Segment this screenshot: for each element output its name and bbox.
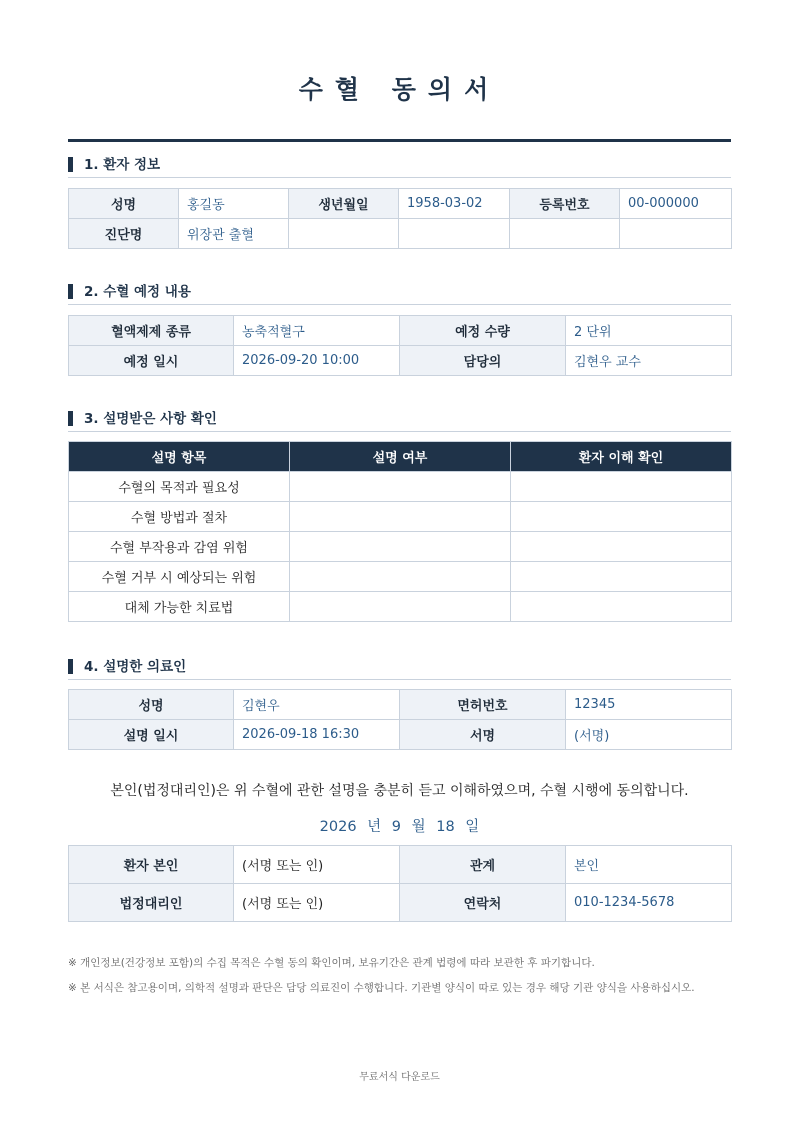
quantity-field[interactable]: 2 단위 xyxy=(566,316,732,346)
empty-cell xyxy=(399,219,510,249)
understood-checkbox-cell[interactable] xyxy=(511,502,732,532)
dob-field[interactable]: 1958-03-02 xyxy=(399,189,510,219)
empty-cell xyxy=(510,219,620,249)
consent-statement: 본인(법정대리인)은 위 수혈에 관한 설명을 충분히 듣고 이해하였으며, 수혈 시행에 동의합니다. xyxy=(110,783,689,799)
explanation-item: 수혈 부작용과 감염 위험 xyxy=(69,532,290,562)
table-row xyxy=(69,346,732,376)
explained-checkbox-cell[interactable] xyxy=(290,472,511,502)
table-row xyxy=(69,690,732,720)
understood-checkbox-cell[interactable] xyxy=(511,592,732,622)
scheduled-date-label: 예정 일시 xyxy=(69,346,234,376)
table-row xyxy=(69,219,732,249)
signature-label: 서명 xyxy=(400,720,566,750)
consent-signature-table xyxy=(68,845,732,922)
empty-cell xyxy=(620,219,732,249)
section-title: 2. 수혈 예정 내용 xyxy=(84,284,191,300)
explained-checkbox-cell[interactable] xyxy=(290,562,511,592)
section-marker xyxy=(68,659,73,674)
legal-proxy-label: 법정대리인 xyxy=(69,884,234,922)
patient-self-label: 환자 본인 xyxy=(69,846,234,884)
footer-download-text[interactable]: 무료서식 다운로드 xyxy=(359,1072,440,1083)
column-header: 설명 항목 xyxy=(69,442,290,472)
table-row xyxy=(69,502,732,532)
understood-checkbox-cell[interactable] xyxy=(511,532,732,562)
empty-cell xyxy=(289,219,399,249)
column-header: 설명 여부 xyxy=(290,442,511,472)
name-label: 성명 xyxy=(69,189,179,219)
section-header-clinician xyxy=(68,657,731,680)
consent-date[interactable]: 2026 년 9 월 18 일 xyxy=(319,819,480,835)
patient-info-table xyxy=(68,188,732,249)
explanation-check-table xyxy=(68,441,732,622)
explanation-item: 대체 가능한 치료법 xyxy=(69,592,290,622)
explanation-item: 수혈의 목적과 필요성 xyxy=(69,472,290,502)
explained-checkbox-cell[interactable] xyxy=(290,532,511,562)
proxy-signature-field[interactable]: (서명 또는 인) xyxy=(234,884,400,922)
understood-checkbox-cell[interactable] xyxy=(511,472,732,502)
explanation-time-field[interactable]: 2026-09-18 16:30 xyxy=(234,720,400,750)
table-header-row xyxy=(69,442,732,472)
section-header-explanation-check xyxy=(68,409,731,432)
section-marker xyxy=(68,284,73,299)
blood-product-field[interactable]: 농축적혈구 xyxy=(234,316,400,346)
quantity-label: 예정 수량 xyxy=(400,316,566,346)
clinician-name-label: 성명 xyxy=(69,690,234,720)
clinician-name-field[interactable]: 김현우 xyxy=(234,690,400,720)
relation-field[interactable]: 본인 xyxy=(566,846,732,884)
column-header: 환자 이해 확인 xyxy=(511,442,732,472)
title-divider xyxy=(68,139,731,142)
section-header-patient-info xyxy=(68,155,731,178)
understood-checkbox-cell[interactable] xyxy=(511,562,732,592)
section-title: 1. 환자 정보 xyxy=(84,157,161,173)
table-row xyxy=(69,189,732,219)
reg-number-field[interactable]: 00-000000 xyxy=(620,189,732,219)
transfusion-plan-table xyxy=(68,315,732,376)
explanation-item: 수혈 방법과 절차 xyxy=(69,502,290,532)
section-marker xyxy=(68,157,73,172)
dob-label: 생년월일 xyxy=(289,189,399,219)
contact-label: 연락처 xyxy=(400,884,566,922)
table-row xyxy=(69,562,732,592)
diagnosis-label: 진단명 xyxy=(69,219,179,249)
relation-label: 관계 xyxy=(400,846,566,884)
table-row xyxy=(69,532,732,562)
table-row xyxy=(69,316,732,346)
diagnosis-field[interactable]: 위장관 출혈 xyxy=(179,219,289,249)
section-title: 4. 설명한 의료인 xyxy=(84,659,187,675)
scheduled-date-field[interactable]: 2026-09-20 10:00 xyxy=(234,346,400,376)
explained-checkbox-cell[interactable] xyxy=(290,592,511,622)
section-header-transfusion-plan xyxy=(68,282,731,305)
table-row xyxy=(69,884,732,922)
table-row xyxy=(69,720,732,750)
attending-doctor-label: 담당의 xyxy=(400,346,566,376)
blood-product-label: 혈액제제 종류 xyxy=(69,316,234,346)
license-label: 면허번호 xyxy=(400,690,566,720)
section-marker xyxy=(68,411,73,426)
table-row xyxy=(69,472,732,502)
disclaimer-note: ※ 본 서식은 참고용이며, 의학적 설명과 판단은 담당 의료진이 수행합니다. 기관별 양식이 따로 있는 경우 해당 기관 양식을 사용하십시오. xyxy=(68,982,695,994)
patient-signature-field[interactable]: (서명 또는 인) xyxy=(234,846,400,884)
contact-field[interactable]: 010-1234-5678 xyxy=(566,884,732,922)
explanation-item: 수혈 거부 시 예상되는 위험 xyxy=(69,562,290,592)
table-row xyxy=(69,846,732,884)
clinician-table xyxy=(68,689,732,750)
page-title: 수혈 동의서 xyxy=(298,75,501,104)
table-row xyxy=(69,592,732,622)
section-title: 3. 설명받은 사항 확인 xyxy=(84,411,217,427)
attending-doctor-field[interactable]: 김현우 교수 xyxy=(566,346,732,376)
reg-number-label: 등록번호 xyxy=(510,189,620,219)
patient-name-field[interactable]: 홍길동 xyxy=(179,189,289,219)
clinician-signature-field[interactable]: (서명) xyxy=(566,720,732,750)
explanation-time-label: 설명 일시 xyxy=(69,720,234,750)
license-field[interactable]: 12345 xyxy=(566,690,732,720)
privacy-note: ※ 개인정보(건강정보 포함)의 수집 목적은 수혈 동의 확인이며, 보유기간은 관계 법령에 따라 보관한 후 파기합니다. xyxy=(68,957,595,969)
explained-checkbox-cell[interactable] xyxy=(290,502,511,532)
